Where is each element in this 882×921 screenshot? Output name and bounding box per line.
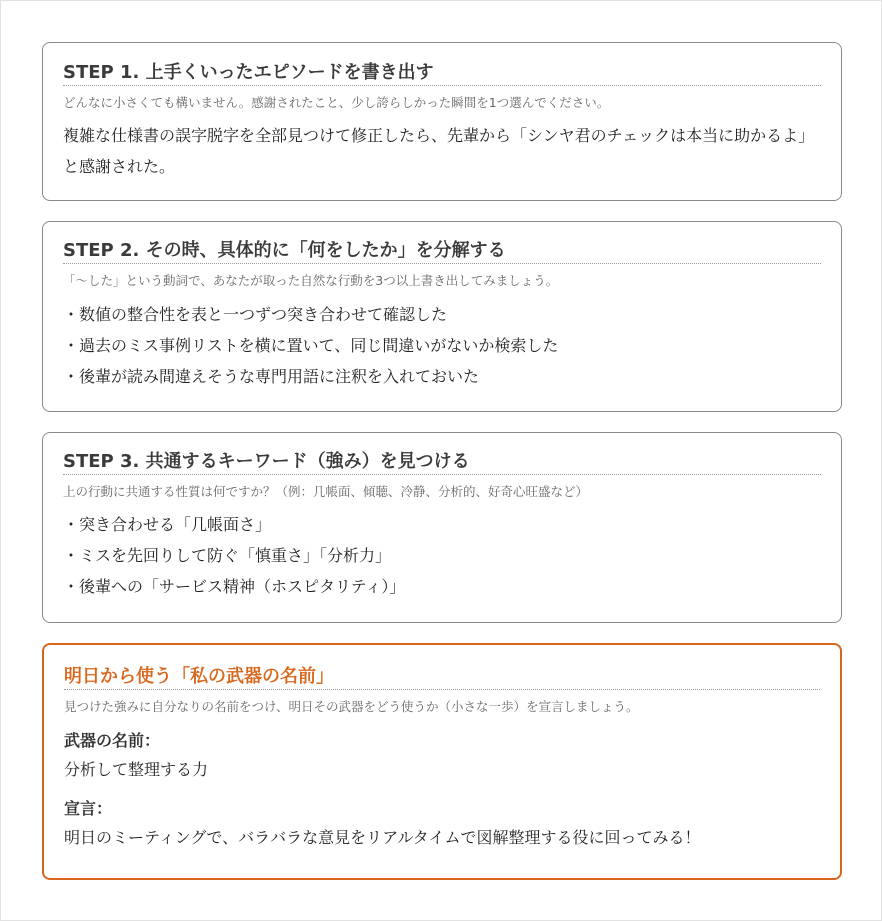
- step2-action-list: [63, 299, 821, 392]
- weapon-card: [42, 643, 842, 880]
- list-item: ・ミスを先回りして防ぐ「慎重さ」「分析力」: [63, 546, 392, 565]
- list-item: ・数値の整合性を表と一つずつ突き合わせて確認した: [63, 305, 448, 324]
- list-item: ・後輩が読み間違えそうな専門用語に注釈を入れておいた: [63, 367, 480, 386]
- step3-keyword-list: [63, 509, 821, 602]
- step1-answer: 複雑な仕様書の誤字脱字を全部見つけて修正したら、先輩から「シンヤ君のチェックは本当に助かるよ」と感謝された。: [63, 126, 815, 176]
- declaration-value: 明日のミーティングで、バラバラな意見をリアルタイムで図解整理する役に回ってみる！: [64, 828, 701, 847]
- weapon-title: 明日から使う「私の武器の名前」: [64, 665, 820, 690]
- step1-card: [42, 42, 842, 201]
- step3-title: STEP 3. 共通するキーワード（強み）を見つける: [63, 450, 821, 475]
- list-item: ・突き合わせる「几帳面さ」: [63, 515, 272, 534]
- weapon-name-label: 武器の名前：: [64, 731, 161, 750]
- step1-title: STEP 1. 上手くいったエピソードを書き出す: [63, 61, 821, 86]
- step2-card: [42, 221, 842, 412]
- step3-description: 上の行動に共通する性質は何ですか？（例：几帳面、傾聴、冷静、分析的、好奇心旺盛など）: [63, 484, 589, 499]
- list-item: ・後輩への「サービス精神（ホスピタリティ）」: [63, 577, 406, 596]
- step1-description: どんなに小さくても構いません。感謝されたこと、少し誇らしかった瞬間を1つ選んでください。: [63, 95, 610, 110]
- list-item: ・過去のミス事例リストを横に置いて、同じ間違いがないか検索した: [63, 336, 559, 355]
- weapon-description: 見つけた強みに自分なりの名前をつけ、明日その武器をどう使うか（小さな一歩）を宣言しましょう。: [64, 699, 639, 714]
- weapon-name-value: 分析して整理する力: [64, 760, 209, 779]
- declaration-label: 宣言：: [64, 799, 113, 818]
- step2-title: STEP 2. その時、具体的に「何をしたか」を分解する: [63, 239, 821, 264]
- step2-description: 「〜した」という動詞で、あなたが取った自然な行動を3つ以上書き出してみましょう。: [63, 273, 559, 288]
- step3-card: [42, 432, 842, 623]
